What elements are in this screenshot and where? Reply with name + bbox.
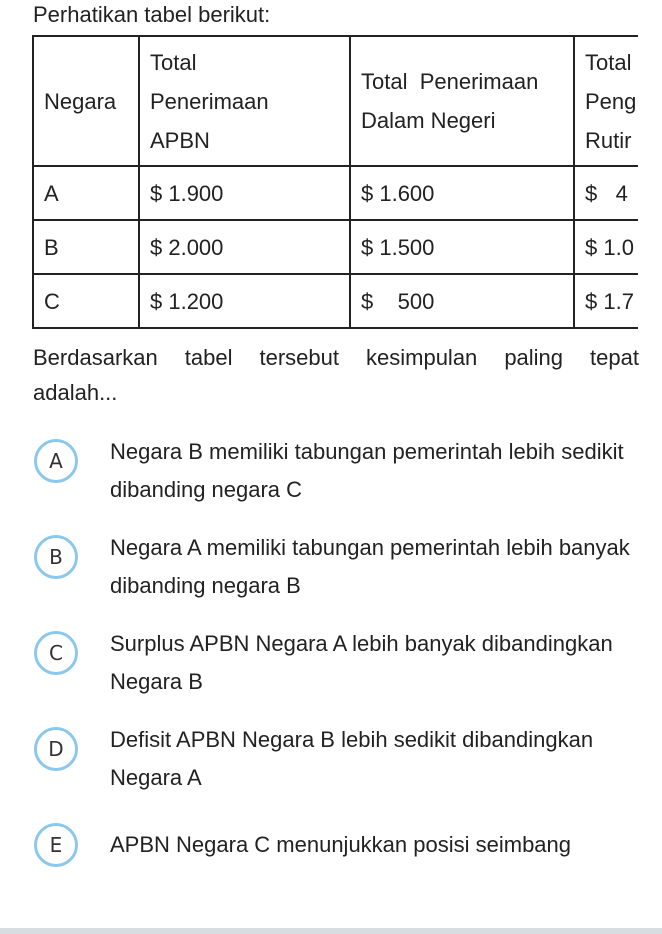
data-table-container: [32, 35, 638, 335]
header-penerimaan-dalam-negeri: Total Penerimaan Dalam Negeri: [350, 36, 574, 166]
table-header-row: [33, 36, 638, 166]
header-pengeluaran-rutin: Total Peng Rutir: [574, 36, 638, 166]
option-letter-circle[interactable]: B: [34, 535, 78, 579]
table-row: [33, 166, 638, 220]
table-row: [33, 274, 638, 328]
cell: A: [33, 166, 139, 220]
cell: $ 500: [350, 274, 574, 328]
header-total-penerimaan-apbn: Total Penerimaan APBN: [139, 36, 350, 166]
option-letter-circle[interactable]: A: [34, 439, 78, 483]
option-letter-circle[interactable]: D: [34, 727, 78, 771]
option-text[interactable]: APBN Negara C menunjukkan posisi seimbang: [110, 832, 572, 857]
question-text-continued: adalah...: [33, 380, 118, 405]
option-letter-circle[interactable]: C: [34, 631, 78, 675]
option-text[interactable]: Negara A memiliki tabungan pemerintah lebih banyak dibanding negara B: [110, 535, 630, 598]
cell: $ 4: [574, 166, 638, 220]
cell: $ 1.900: [139, 166, 350, 220]
data-table: [32, 35, 638, 329]
cell: $ 1.500: [350, 220, 574, 274]
option-text[interactable]: Surplus APBN Negara A lebih banyak dibandingkan Negara B: [110, 631, 613, 694]
cell: C: [33, 274, 139, 328]
cell: $ 1.600: [350, 166, 574, 220]
cell: $ 1.7: [574, 274, 638, 328]
cell: $ 2.000: [139, 220, 350, 274]
table-row: [33, 220, 638, 274]
option-letter-circle[interactable]: E: [34, 823, 78, 867]
option-text[interactable]: Defisit APBN Negara B lebih sedikit dibandingkan Negara A: [110, 727, 594, 790]
bottom-divider: [0, 928, 662, 934]
header-negara: Negara: [33, 36, 139, 166]
question-text: Berdasarkan tabel tersebut kesimpulan paling tepat: [33, 345, 639, 370]
option-text[interactable]: Negara B memiliki tabungan pemerintah lebih sedikit dibanding negara C: [110, 439, 624, 502]
cell: $ 1.200: [139, 274, 350, 328]
cell: $ 1.0: [574, 220, 638, 274]
cell: B: [33, 220, 139, 274]
instruction-title: Perhatikan tabel berikut:: [33, 2, 271, 27]
